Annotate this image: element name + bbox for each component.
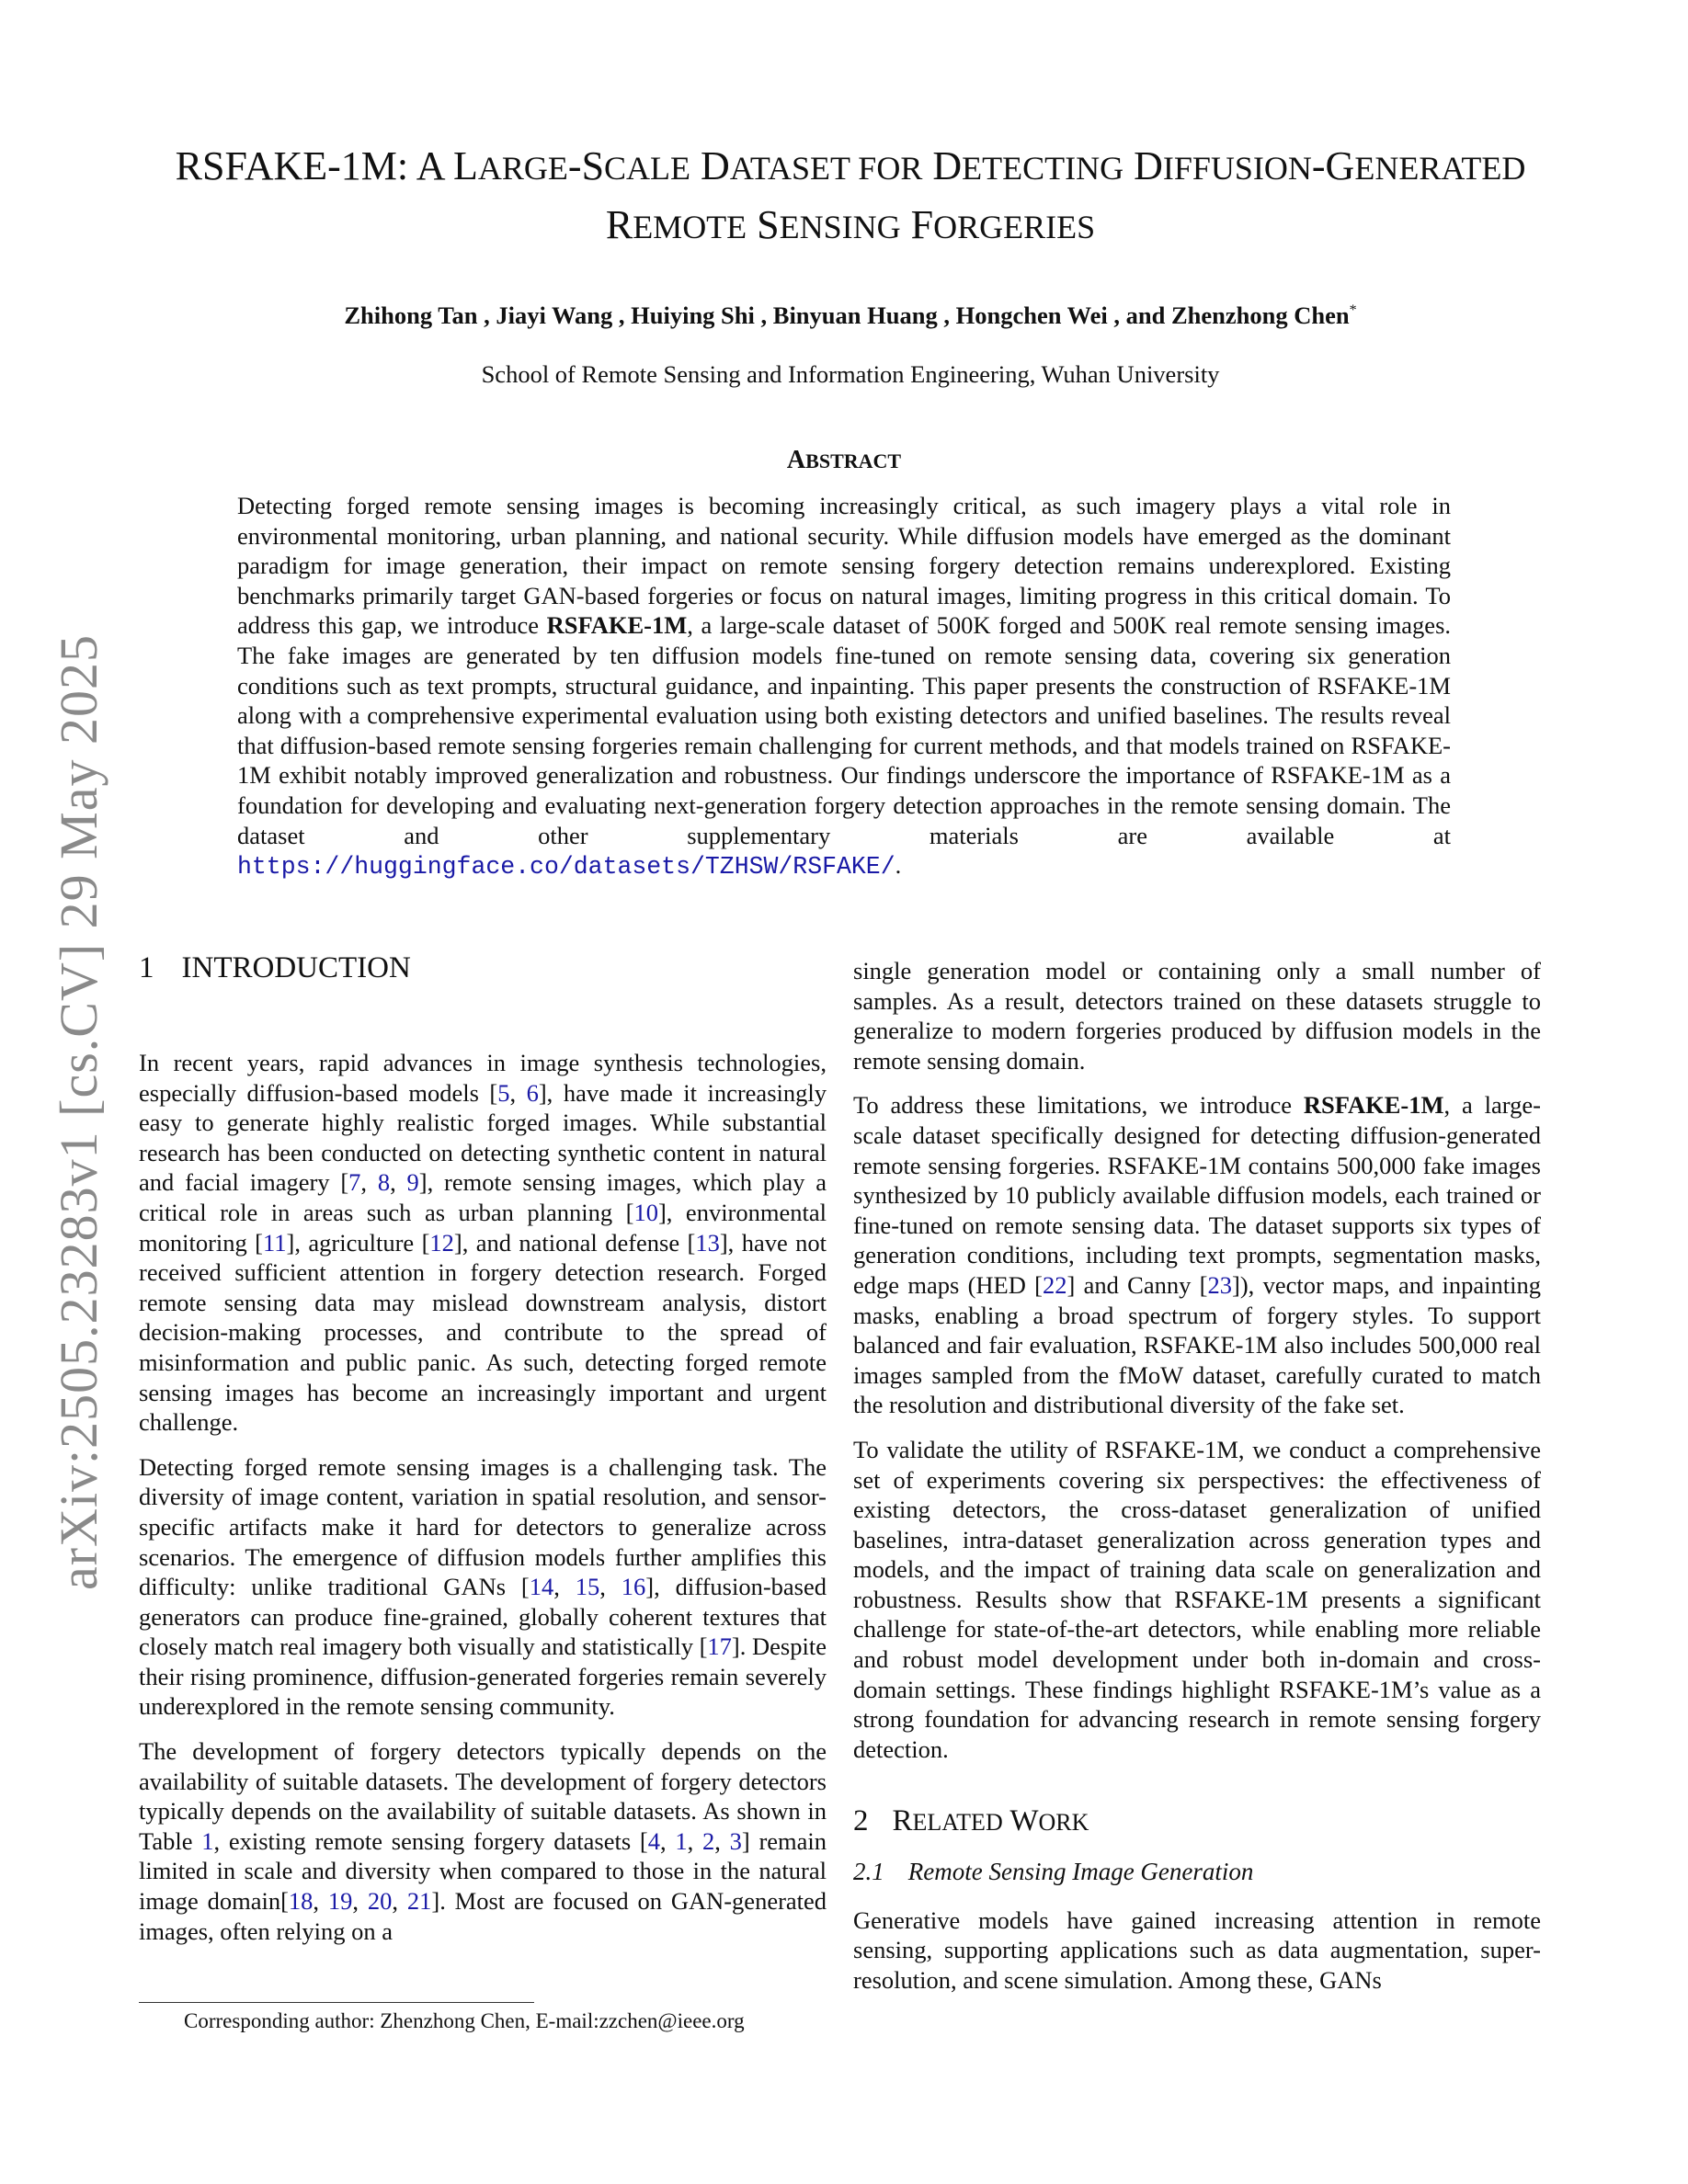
paper-title (110, 138, 1591, 256)
title-line-2: REMOTE SENSING FORGERIES (605, 202, 1096, 247)
intro-paragraph-3: The development of forgery detectors typically depends on the availability of suitable datasets. The development of forgery detectors typically depends on the availability of suitable datasets. As shown in Table 1, existing remote sensing forgery datasets [4, 1, 2, 3] remain limited in scale and diversity when compared to those in the natural image domain[18, 19, 20, 21]. Most are focused on GAN-generated images, often relying on a (139, 1737, 827, 1945)
citation-link[interactable]: 19 (327, 1887, 353, 1916)
dataset-link[interactable]: https://huggingface.co/datasets/TZHSW/RSFAKE/ (237, 853, 895, 882)
right-column (853, 956, 1541, 2009)
arxiv-stamp: arXiv:2505.23283v1 [cs.CV] 29 May 2025 (49, 633, 108, 1590)
citation-link[interactable]: 12 (429, 1228, 454, 1257)
citation-link[interactable]: 16 (621, 1573, 646, 1601)
title-line-1: RSFAKE-1M: A LARGE-SCALE DATASET FOR DETECTING DIFFUSION-GENERATED (175, 143, 1526, 188)
citation-link[interactable]: 11 (263, 1228, 287, 1257)
citation-link[interactable]: 17 (707, 1632, 732, 1661)
citation-link[interactable]: 1 (675, 1826, 688, 1855)
footnote-divider (139, 2002, 534, 2003)
citation-link[interactable]: 2 (702, 1826, 715, 1855)
table-link[interactable]: 1 (201, 1826, 214, 1855)
left-column (139, 1048, 827, 1961)
intro-paragraph-5: To validate the utility of RSFAKE-1M, we conduct a comprehensive set of experiments covering six perspectives: the effectiveness of existing detectors, the cross-dataset generalization of unified baselines, intra-dataset generalization across generation types and models, and the impact of training data scale on generalization and robustness. Results show that RSFAKE-1M presents a significant challenge for state-of-the-art detectors, while enabling more reliable and robust model development under both in-domain and cross-domain settings. These findings highlight RSFAKE-1M’s value as a strong foundation for advancing research in remote sensing forgery detection. (853, 1435, 1541, 1763)
corresponding-mark: * (1349, 302, 1357, 319)
citation-link[interactable]: 3 (729, 1826, 742, 1855)
citation-link[interactable]: 18 (288, 1887, 314, 1916)
intro-paragraph-2: Detecting forged remote sensing images is a challenging task. The diversity of image content, variation in spatial resolution, and sensor-specific artifacts make it hard for detectors to generalize across scenarios. The emergence of diffusion models further amplifies this difficulty: unlike traditional GANs [14, 15, 16], diffusion-based generators can produce fine-grained, globally coherent textures that closely match real imagery both visually and statistically [17]. Despite their rising prominence, diffusion-generated forgeries remain severely underexplored in the remote sensing community. (139, 1452, 827, 1721)
citation-link[interactable]: 4 (647, 1826, 660, 1855)
citation-link[interactable]: 10 (633, 1198, 658, 1226)
citation-link[interactable]: 15 (575, 1573, 600, 1601)
citation-link[interactable]: 20 (367, 1887, 393, 1916)
section-heading-related-work: 2 RELATED WORK (853, 1804, 1089, 1838)
abstract-text: Detecting forged remote sensing images is becoming increasingly critical, as such imagery plays a vital role in environmental monitoring, urban planning, and national security. While diffusion models have emerged as the dominant paradigm for image generation, their impact on remote sensing forgery detection remains underexplored. Existing benchmarks primarily target GAN-based forgeries or focus on natural images, limiting progress in this critical domain. To address this gap, we introduce RSFAKE-1M, a large-scale dataset of 500K forged and 500K real remote sensing images. The fake images are generated by ten diffusion models fine-tuned on remote sensing data, covering six generation conditions such as text prompts, structural guidance, and inpainting. This paper presents the construction of RSFAKE-1M along with a comprehensive experimental evaluation using both existing detectors and unified baselines. The results reveal that diffusion-based remote sensing forgeries remain challenging for current methods, and that models trained on RSFAKE-1M exhibit notably improved generalization and robustness. Our findings underscore the importance of RSFAKE-1M as a foundation for developing and evaluating next-generation forgery detection approaches in the remote sensing domain. The dataset and other supplementary materials are available at https://huggingface.co/datasets/TZHSW/RSFAKE/. (237, 492, 1452, 882)
citation-link[interactable]: 21 (406, 1887, 432, 1916)
citation-link[interactable]: 22 (1042, 1270, 1067, 1299)
affiliation: School of Remote Sensing and Information Engineering, Wuhan University (481, 360, 1220, 388)
section-heading-introduction: 1 INTRODUCTION (139, 951, 411, 984)
citation-link[interactable]: 5 (497, 1078, 510, 1107)
citation-link[interactable]: 7 (348, 1168, 361, 1197)
citation-link[interactable]: 14 (529, 1573, 554, 1601)
citation-link[interactable]: 23 (1207, 1270, 1232, 1299)
intro-paragraph-3-continued: single generation model or containing only a small number of samples. As a result, detectors trained on these datasets struggle to generalize to modern forgeries produced by diffusion models in the remote sensing domain. (853, 957, 1541, 1075)
citation-link[interactable]: 8 (377, 1168, 391, 1197)
abstract-heading: ABSTRACT (786, 446, 902, 474)
intro-paragraph-1: In recent years, rapid advances in image synthesis technologies, especially diffusion-based models [5, 6], have made it increasingly easy to generate highly realistic forged images. While substantial research has been conducted on detecting synthetic content in natural and facial imagery [7, 8, 9], remote sensing images, which play a critical role in areas such as urban planning [10], environmental monitoring [11], agriculture [12], and national defense [13], have not received sufficient attention in forgery detection research. Forged remote sensing data may mislead downstream analysis, distort decision-making processes, and contribute to the spread of misinformation and public panic. As such, detecting forged remote sensing images has become an increasingly important and urgent challenge. (139, 1049, 827, 1437)
citation-link[interactable]: 6 (526, 1078, 539, 1107)
citation-link[interactable]: 13 (695, 1228, 720, 1257)
related-paragraph-1: Generative models have gained increasing attention in remote sensing, supporting applications such as data augmentation, super-resolution, and scene simulation. Among these, GANs (853, 1905, 1541, 1994)
author-list: Zhihong Tan , Jiayi Wang , Huiying Shi , Binyuan Huang , Hongchen Wei , and Zhenzhong Chen* (344, 301, 1357, 329)
footnote: Corresponding author: Zhenzhong Chen, E-mail:zzchen@ieee.org (184, 2009, 745, 2032)
subsection-heading: 2.1 Remote Sensing Image Generation (853, 1858, 1254, 1886)
intro-paragraph-4: To address these limitations, we introduce RSFAKE-1M, a large-scale dataset specifically designed for detecting diffusion-generated remote sensing forgeries. RSFAKE-1M contains 500,000 fake images synthesized by 10 publicly available diffusion models, each trained or fine-tuned on remote sensing data. The dataset supports six types of generation conditions, including text prompts, segmentation masks, edge maps (HED [22] and Canny [23]), vector maps, and inpainting masks, enabling a broad spectrum of forgery styles. To support balanced and fair evaluation, RSFAKE-1M also includes 500,000 real images sampled from the fMoW dataset, carefully curated to match the resolution and distributional diversity of the fake set. (853, 1091, 1541, 1419)
citation-link[interactable]: 9 (406, 1168, 419, 1197)
